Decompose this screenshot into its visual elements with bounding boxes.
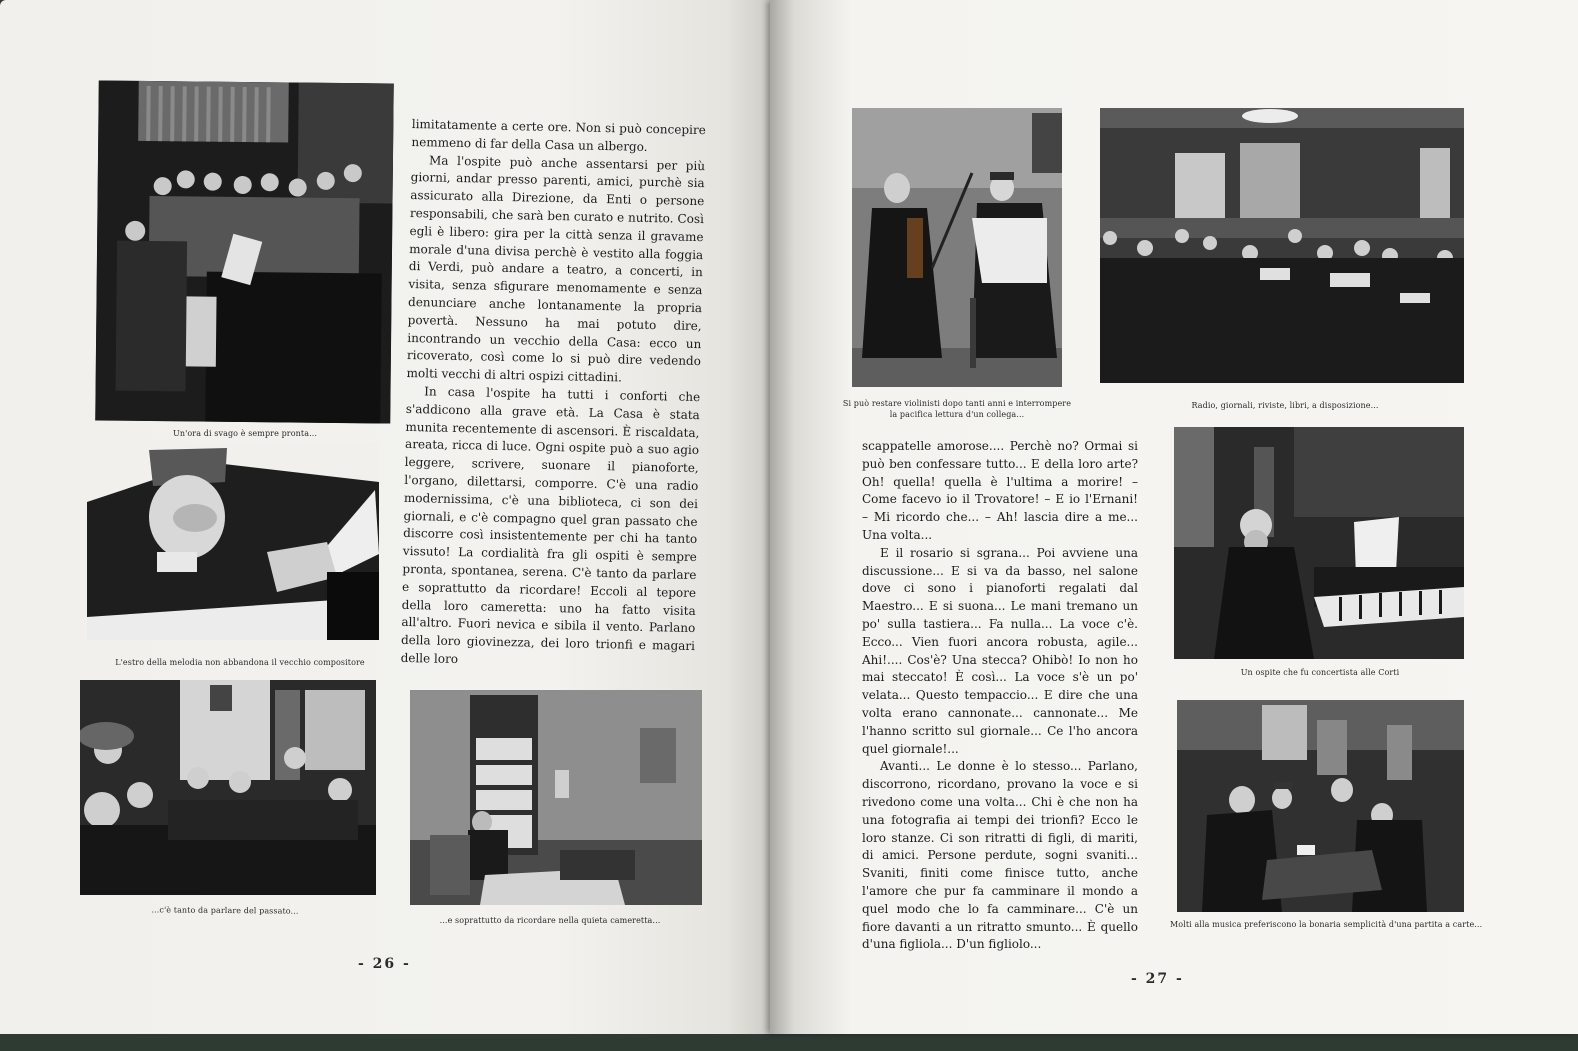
paragraph: Avanti... Le donne è lo stesso... Parlano, discorrono, ricordano, provano la voce e si rivedono come una volta... Chi è che non ha una fotografia ai tempi dei trionfi? Ecco le loro stanze. Ci son ritratti di figli, di mariti, di amici. Persone perdute, sogni svaniti... Svaniti, finiti come finisce tutto, anche l'amore che pur fa camminare il mondo a quel modo che lo fa camminare... C'è un fiore davanti a un ritratto smunto... È quello d'una figliola... D'un figliolo... [862, 759, 1138, 952]
caption-choir: Un'ora di svago è sempre pronta... [173, 429, 317, 438]
caption-violinist [842, 398, 1072, 420]
caption-violinist-line-1: Si può restare violinisti dopo tanti anni e interrompere [842, 399, 1072, 408]
caption-composer: L'estro della melodia non abbandona il vecchio compositore [115, 658, 365, 667]
paragraph: In casa l'ospite ha tutti i conforti che s'addicono alla grave età. La Casa è stata munita recentemente di ascensori. È riscaldata, areata, ricca di luce. Ogni ospite può a suo agio leggere, scrivere, suonare il pianoforte, l'organo, dilettarsi, comporre. C'è una radio modernissima, c'è una biblioteca, ci son dei giornali, e c'è compagno quel gran passato che discorre così insistentemente per chi ha tanto vissuto! La cordialità fra gli ospiti è sempre pronta, spontanea, serena. C'è tanto da parlare e soprattutto da ricordare! Eccoli al tepore della loro cameretta: uno ha fatto visita all'altro. Fuori nevica e sibila il vento. Parlano della loro giovinezza, dei loro trionfi e magari delle loro [400, 384, 701, 666]
body-text-left [400, 116, 705, 674]
page-number: - 26 - [358, 956, 411, 972]
left-page [0, 0, 790, 1034]
caption-reading-room: Radio, giornali, riviste, libri, a disposizione... [1191, 401, 1379, 410]
caption-pianist: Un ospite che fu concertista alle Corti [1240, 668, 1400, 677]
photo-composer-writing [87, 442, 379, 640]
caption-small-room: ...e soprattutto da ricordare nella quieta cameretta... [439, 916, 661, 925]
photo-small-room [410, 690, 702, 905]
paragraph: scappatelle amorose.... Perchè no? Ormai si può ben confessare tutto... E della loro arte? Oh! quella! quella è l'ultima a morire! – Come facevo io il Trovatore! – E io l'Ernani! – Mi ricordo che... – Ah! lascia dire a me... Una volta... [862, 439, 1138, 542]
caption-violinist-line-2: la pacifica lettura d'un collega... [889, 410, 1025, 419]
page-number: - 27 - [1131, 971, 1184, 987]
caption-women: ...c'è tanto da parlare del passato... [151, 905, 299, 916]
paragraph: Ma l'ospite può anche assentarsi per più giorni, andar presso parenti, amici, purchè sia assicurato alla Direzione, da Enti o persone responsabili, che sarà ben curato e nutrito. Così egli è libero: gira per la città senza il gravame morale d'una divisa perchè è vestito alla foggia di Verdi, può andare a teatro, a concerti, in visita, senza sfigurare menomamente e senza denunciare anche lontanamente la propria povertà. Nessuno ha mai potuto dire, incontrando un vecchio della Casa: ecco un ricoverato, così come lo si può dire vedendo molti vecchi di altri ospizi cittadini. [406, 152, 706, 385]
photo-choir-at-piano [95, 80, 394, 423]
photo-pianist [1174, 427, 1464, 659]
photo-reading-room [1100, 108, 1464, 383]
paragraph: limitatamente a certe ore. Non si può concepire nemmeno di far della Casa un albergo. [411, 116, 706, 154]
body-text-right [862, 438, 1138, 954]
caption-card-players: Molti alla musica preferiscono la bonaria semplicità d'una partita a carte... [1170, 920, 1483, 929]
photo-women-seated [80, 680, 376, 895]
photo-violinist-and-reader [852, 108, 1062, 387]
photo-card-players [1177, 700, 1464, 912]
paragraph: E il rosario si sgrana... Poi avviene una discussione... E si va da basso, nel salone dove ci sono i pianoforti regalati dal Maestro... E si suona... Le mani tremano un po' sulla tastiera... Fa nulla... La voce c'è. Ecco... Vien fuori ancora robusta, agile... Ahi!.... Cos'è? Una stecca? Ohibò! Io non ho mai steccato! È così... La voce s'è un po' velata... Questo tempaccio... E dire che una volta erano cannonate... cannonate... Me l'hanno scritto sul giornale... Ce l'ho ancora quel giornale!... [862, 545, 1138, 756]
